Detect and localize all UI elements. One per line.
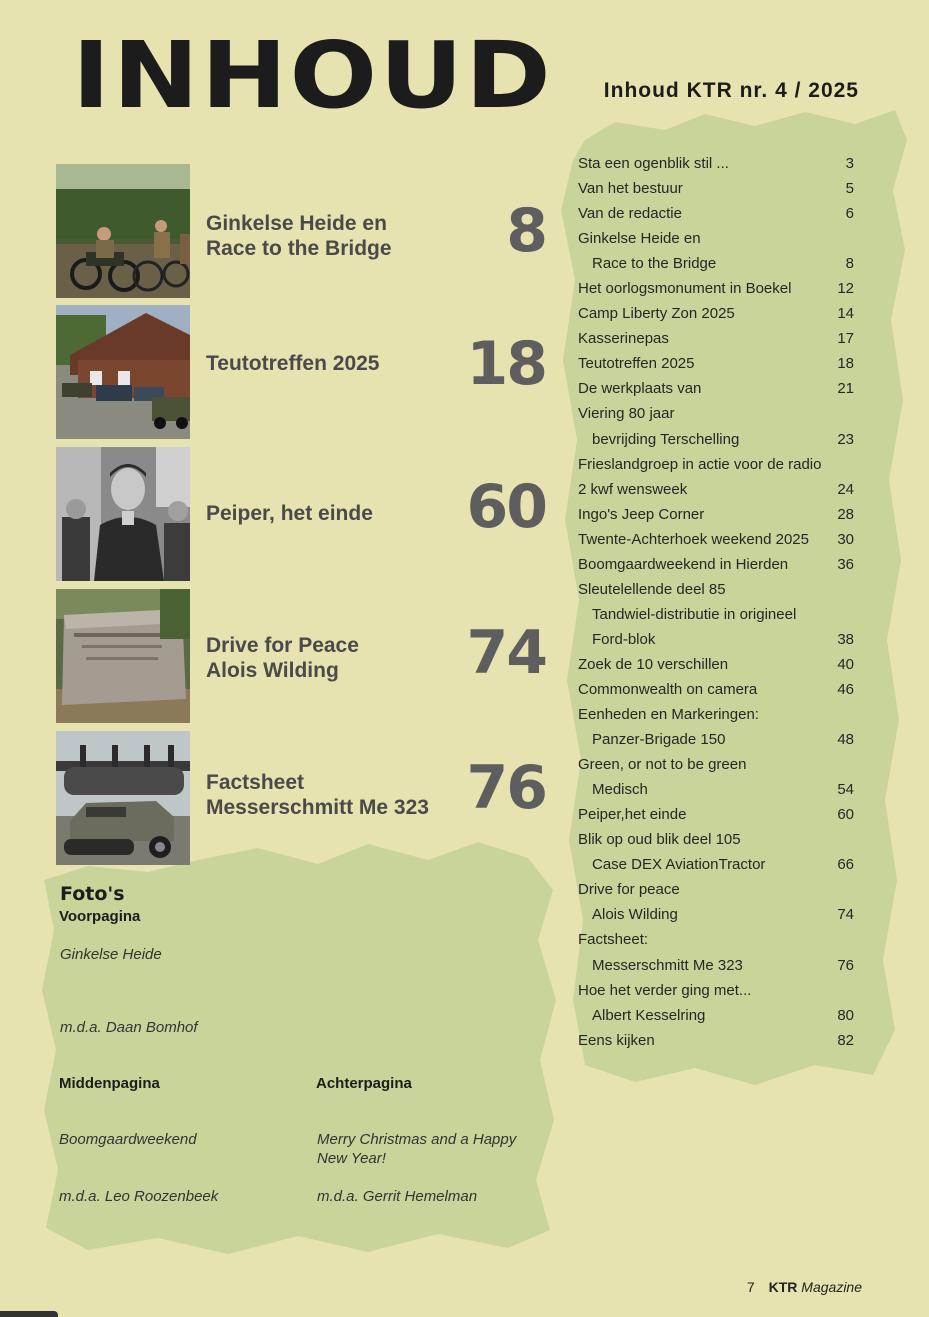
front-cover-label: Voorpagina bbox=[59, 908, 141, 925]
feature-title-line: Drive for Peace bbox=[206, 634, 359, 657]
front-cover-credit: m.d.a. Daan Bomhof bbox=[60, 1019, 198, 1036]
page-title: INHOUD bbox=[72, 22, 554, 129]
toc-entry[interactable] bbox=[578, 677, 854, 702]
back-page-subject: Merry Christmas and a Happy New Year! bbox=[317, 1131, 517, 1167]
toc-entry-title: Viering 80 jaar bbox=[578, 405, 675, 423]
middle-page-credit: m.d.a. Leo Roozenbeek bbox=[59, 1188, 219, 1205]
toc-entry-title: Zoek de 10 verschillen bbox=[578, 655, 729, 673]
toc-entry[interactable] bbox=[578, 827, 854, 852]
toc-entry-title: Van de redactie bbox=[578, 205, 682, 223]
feature-factsheet-me323[interactable] bbox=[56, 731, 546, 865]
toc-entry-title: Eens kijken bbox=[578, 1031, 655, 1049]
feature-title bbox=[206, 770, 429, 820]
brand-name: KTR bbox=[768, 1279, 798, 1295]
toc-entry-title: Ford-blok bbox=[592, 630, 656, 648]
corner-mark bbox=[0, 1311, 58, 1317]
toc-entry-title: Ginkelse Heide en bbox=[578, 230, 701, 248]
toc-entry[interactable] bbox=[578, 301, 854, 326]
toc-entry-title: Van het bestuur bbox=[578, 180, 683, 198]
toc-entry[interactable] bbox=[578, 927, 854, 952]
toc-entry-title: Sta een ogenblik stil ... bbox=[578, 155, 729, 172]
feature-title-line: Alois Wilding bbox=[206, 659, 339, 682]
toc-entry-page: 17 bbox=[837, 330, 854, 348]
middle-page-label: Middenpagina bbox=[59, 1075, 160, 1092]
feature-title-line: Factsheet bbox=[206, 771, 305, 794]
toc-entry-title: Hoe het verder ging met... bbox=[578, 981, 752, 999]
toc-entry-page: 5 bbox=[845, 180, 854, 198]
toc-entry[interactable] bbox=[578, 527, 854, 552]
toc-entry-page: 76 bbox=[837, 956, 854, 974]
toc-entry-title: Boomgaardweekend in Hierden bbox=[578, 555, 789, 573]
toc-entry[interactable] bbox=[578, 276, 854, 301]
toc-entry-title: 2 kwf wensweek bbox=[578, 480, 688, 498]
toc-entry-page: 74 bbox=[837, 906, 854, 924]
toc-entry-title: Kasserinepas bbox=[578, 330, 669, 348]
toc-entry-page: 60 bbox=[837, 806, 854, 824]
toc-entry-title: Twente-Achterhoek weekend 2025 bbox=[578, 530, 809, 548]
toc-entry[interactable] bbox=[578, 226, 854, 251]
toc-entry[interactable] bbox=[578, 953, 854, 978]
toc-entry-page: 3 bbox=[845, 155, 854, 172]
feature-peiper[interactable] bbox=[56, 447, 546, 581]
feature-title-line: Race to the Bridge bbox=[206, 237, 392, 260]
toc-list bbox=[578, 151, 854, 1053]
toc-entry-page: 48 bbox=[837, 731, 854, 749]
aircraft-halftrack-photo-icon bbox=[56, 731, 190, 865]
toc-entry[interactable] bbox=[578, 401, 854, 426]
toc-entry[interactable] bbox=[578, 777, 854, 802]
toc-entry-title: bevrijding Terschelling bbox=[592, 430, 740, 448]
toc-entry-title: Peiper,het einde bbox=[578, 806, 687, 824]
toc-entry-page: 46 bbox=[837, 680, 854, 698]
toc-entry[interactable] bbox=[578, 978, 854, 1003]
middle-page-subject: Boomgaardweekend bbox=[59, 1131, 197, 1148]
toc-entry[interactable] bbox=[578, 452, 854, 477]
peiper-portrait-photo-icon bbox=[56, 447, 190, 581]
toc-entry[interactable] bbox=[578, 877, 854, 902]
toc-entry[interactable] bbox=[578, 852, 854, 877]
toc-entry-title: Ingo's Jeep Corner bbox=[578, 505, 705, 523]
toc-entry-page: 6 bbox=[845, 205, 854, 223]
feature-page-number: 60 bbox=[466, 472, 546, 542]
back-page-label: Achterpagina bbox=[316, 1075, 412, 1092]
toc-entry[interactable] bbox=[578, 1003, 854, 1028]
memorial-stone-photo-icon bbox=[56, 589, 190, 723]
toc-entry-title: Blik op oud blik deel 105 bbox=[578, 831, 741, 849]
toc-entry[interactable] bbox=[578, 1028, 854, 1053]
toc-entry[interactable] bbox=[578, 376, 854, 401]
toc-entry[interactable] bbox=[578, 151, 854, 176]
feature-page-number: 8 bbox=[506, 196, 546, 266]
toc-entry-title: Sleutelellende deel 85 bbox=[578, 580, 726, 598]
feature-title bbox=[206, 351, 380, 376]
feature-title bbox=[206, 633, 359, 683]
feature-title bbox=[206, 501, 373, 526]
toc-entry[interactable] bbox=[578, 752, 854, 777]
toc-entry-title: Tandwiel-distributie in origineel bbox=[592, 605, 797, 623]
toc-entry-title: Camp Liberty Zon 2025 bbox=[578, 305, 735, 323]
toc-entry[interactable] bbox=[578, 902, 854, 927]
toc-entry[interactable] bbox=[578, 326, 854, 351]
back-page-credit: m.d.a. Gerrit Hemelman bbox=[317, 1188, 478, 1205]
feature-title-line: Ginkelse Heide en bbox=[206, 212, 387, 235]
toc-entry-page: 66 bbox=[837, 856, 854, 874]
feature-title-line: Messerschmitt Me 323 bbox=[206, 796, 429, 819]
toc-entry[interactable] bbox=[578, 251, 854, 276]
motorcycles-photo-icon bbox=[56, 164, 190, 298]
toc-entry-page: 23 bbox=[837, 430, 854, 448]
toc-entry-title: Factsheet: bbox=[578, 931, 649, 949]
toc-entry[interactable] bbox=[578, 502, 854, 527]
toc-entry[interactable] bbox=[578, 552, 854, 577]
toc-entry-title: Messerschmitt Me 323 bbox=[592, 956, 743, 974]
toc-entry[interactable] bbox=[578, 627, 854, 652]
toc-entry[interactable] bbox=[578, 477, 854, 502]
toc-entry[interactable] bbox=[578, 427, 854, 452]
toc-entry[interactable] bbox=[578, 652, 854, 677]
toc-entry-title: Race to the Bridge bbox=[592, 255, 717, 273]
toc-entry-page: 8 bbox=[845, 255, 854, 273]
toc-entry-page: 80 bbox=[837, 1006, 854, 1024]
front-cover-subject: Ginkelse Heide bbox=[60, 946, 162, 963]
issue-label: Inhoud KTR nr. 4 / 2025 bbox=[603, 79, 859, 102]
toc-entry-title: Alois Wilding bbox=[592, 906, 678, 924]
toc-entry-page: 18 bbox=[837, 355, 854, 373]
toc-entry[interactable] bbox=[578, 176, 854, 201]
feature-page-number: 76 bbox=[466, 753, 546, 823]
toc-entry-page: 36 bbox=[837, 555, 854, 573]
toc-entry-title: Albert Kesselring bbox=[592, 1006, 706, 1024]
feature-ginkelse-heide[interactable] bbox=[56, 164, 546, 298]
toc-entry-title: De werkplaats van bbox=[578, 380, 702, 398]
toc-entry-title: Eenheden en Markeringen: bbox=[578, 706, 759, 724]
toc-entry-page: 38 bbox=[837, 630, 854, 648]
toc-entry-page: 21 bbox=[837, 380, 854, 398]
toc-entry-title: Green, or not to be green bbox=[578, 756, 747, 774]
farmhouse-jeeps-photo-icon bbox=[56, 305, 190, 439]
toc-entry-title: Teutotreffen 2025 bbox=[578, 355, 695, 373]
toc-entry-page: 24 bbox=[837, 480, 854, 498]
feature-page-number: 74 bbox=[466, 618, 546, 688]
credits-heading: Foto's bbox=[60, 883, 125, 905]
toc-entry-page: 30 bbox=[837, 530, 854, 548]
toc-entry-title: Drive for peace bbox=[578, 881, 680, 899]
toc-entry[interactable] bbox=[578, 702, 854, 727]
page-number: 7 bbox=[746, 1279, 755, 1295]
toc-entry[interactable] bbox=[578, 351, 854, 376]
toc-entry[interactable] bbox=[578, 727, 854, 752]
toc-entry[interactable] bbox=[578, 577, 854, 602]
toc-entry-page: 82 bbox=[837, 1031, 854, 1049]
feature-teutotreffen[interactable] bbox=[56, 305, 546, 439]
brand-suffix: Magazine bbox=[801, 1279, 862, 1295]
toc-entry-page: 14 bbox=[837, 305, 854, 323]
toc-entry-title: Het oorlogsmonument in Boekel bbox=[578, 280, 792, 298]
toc-entry-title: Medisch bbox=[592, 781, 648, 799]
toc-entry-page: 28 bbox=[837, 505, 854, 523]
toc-entry-title: Panzer-Brigade 150 bbox=[592, 731, 726, 749]
toc-entry-page: 40 bbox=[837, 655, 854, 673]
feature-title-line: Teutotreffen 2025 bbox=[206, 352, 380, 375]
toc-entry[interactable] bbox=[578, 602, 854, 627]
toc-entry-page: 54 bbox=[837, 781, 854, 799]
feature-drive-for-peace[interactable] bbox=[56, 589, 546, 723]
toc-entry[interactable] bbox=[578, 802, 854, 827]
feature-page-number: 18 bbox=[466, 329, 546, 399]
feature-title bbox=[206, 211, 392, 261]
toc-entry[interactable] bbox=[578, 201, 854, 226]
toc-entry-page: 12 bbox=[837, 280, 854, 298]
toc-entry-title: Frieslandgroep in actie voor de radio bbox=[578, 455, 822, 473]
toc-entry-title: Commonwealth on camera bbox=[578, 680, 758, 698]
feature-title-line: Peiper, het einde bbox=[206, 502, 373, 525]
page-footer bbox=[747, 1279, 862, 1295]
toc-entry-title: Case DEX AviationTractor bbox=[592, 856, 766, 874]
